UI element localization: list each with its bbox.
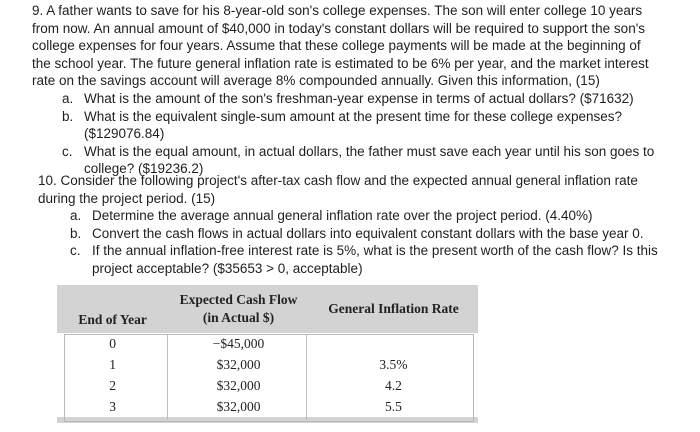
cell-cash-flow: $32,000	[168, 375, 309, 396]
list-item	[62, 90, 662, 108]
table-row	[57, 375, 478, 396]
cell-cash-flow: $32,000	[168, 354, 309, 375]
table-header-row	[57, 285, 478, 333]
item-text: What is the equal amount, in actual dollars, the father must save each year until his son goes to college? ($19236.2)	[84, 143, 655, 177]
column-header-cash-flow	[168, 285, 309, 333]
list-item	[70, 242, 660, 277]
column-divider	[167, 334, 168, 420]
cell-inflation-rate: 5.5	[309, 396, 478, 417]
item-label: c.	[70, 243, 81, 259]
list-item	[70, 225, 660, 243]
cell-year: 0	[57, 333, 168, 354]
item-label: b.	[62, 108, 74, 124]
question-9-text: 9. A father wants to save for his 8-year-old son's college expenses. The son will enter college 10 years from now. An annual amount of $40,000 in today's constant dollars will be required to support the son's college expenses for four years. Assume that these college payments will be made at the beginning of the school year. The future general inflation rate is estimated to be 6% per year, and the market interest rate on the savings account will average 8% compounded annually. Given this information, (15)	[32, 3, 649, 89]
column-header-year: End of Year	[57, 285, 168, 333]
column-header-cash-flow-line1: Expected Cash Flow	[179, 292, 298, 307]
list-item	[62, 108, 662, 143]
item-text: What is the amount of the son's freshman-year expense in terms of actual dollars? ($71632)	[84, 90, 634, 106]
item-text: Determine the average annual general inflation rate over the project period. (4.40%)	[92, 208, 593, 224]
table-row	[57, 354, 478, 375]
table-row	[57, 396, 478, 417]
item-label: c.	[62, 143, 73, 159]
item-text: If the annual inflation-free interest rate is 5%, what is the present worth of the cash flow? Is this project acceptable? ($35653 > 0, acceptable)	[92, 243, 658, 276]
list-item	[70, 207, 660, 225]
column-divider	[306, 334, 307, 420]
item-text: What is the equivalent single-sum amount at the present time for these college expenses? ($129076.84)	[84, 108, 623, 142]
cell-year: 3	[57, 396, 168, 417]
column-header-inflation-rate: General Inflation Rate	[309, 285, 478, 333]
question-9	[32, 2, 662, 178]
cell-year: 2	[57, 375, 168, 396]
table-row	[57, 333, 478, 354]
cell-inflation-rate	[309, 333, 478, 354]
item-label: b.	[70, 225, 82, 241]
column-header-cash-flow-line2: (in Actual $)	[202, 310, 275, 325]
cash-flow-table	[57, 285, 478, 417]
cell-year: 1	[57, 354, 168, 375]
question-10-text: 10. Consider the following project's after-tax cash flow and the expected annual general inflation rate during the project period. (15)	[38, 173, 638, 206]
question-10-subitems	[38, 207, 660, 277]
cell-inflation-rate: 4.2	[309, 375, 478, 396]
cell-inflation-rate: 3.5%	[309, 354, 478, 375]
question-10	[38, 172, 660, 278]
cell-cash-flow: $32,000	[168, 396, 309, 417]
item-label: a.	[70, 208, 82, 224]
item-text: Convert the cash flows in actual dollars into equivalent constant dollars with the base year 0.	[92, 225, 644, 241]
question-9-subitems	[32, 90, 662, 178]
item-label: a.	[62, 90, 74, 106]
cell-cash-flow: −$45,000	[168, 333, 309, 354]
